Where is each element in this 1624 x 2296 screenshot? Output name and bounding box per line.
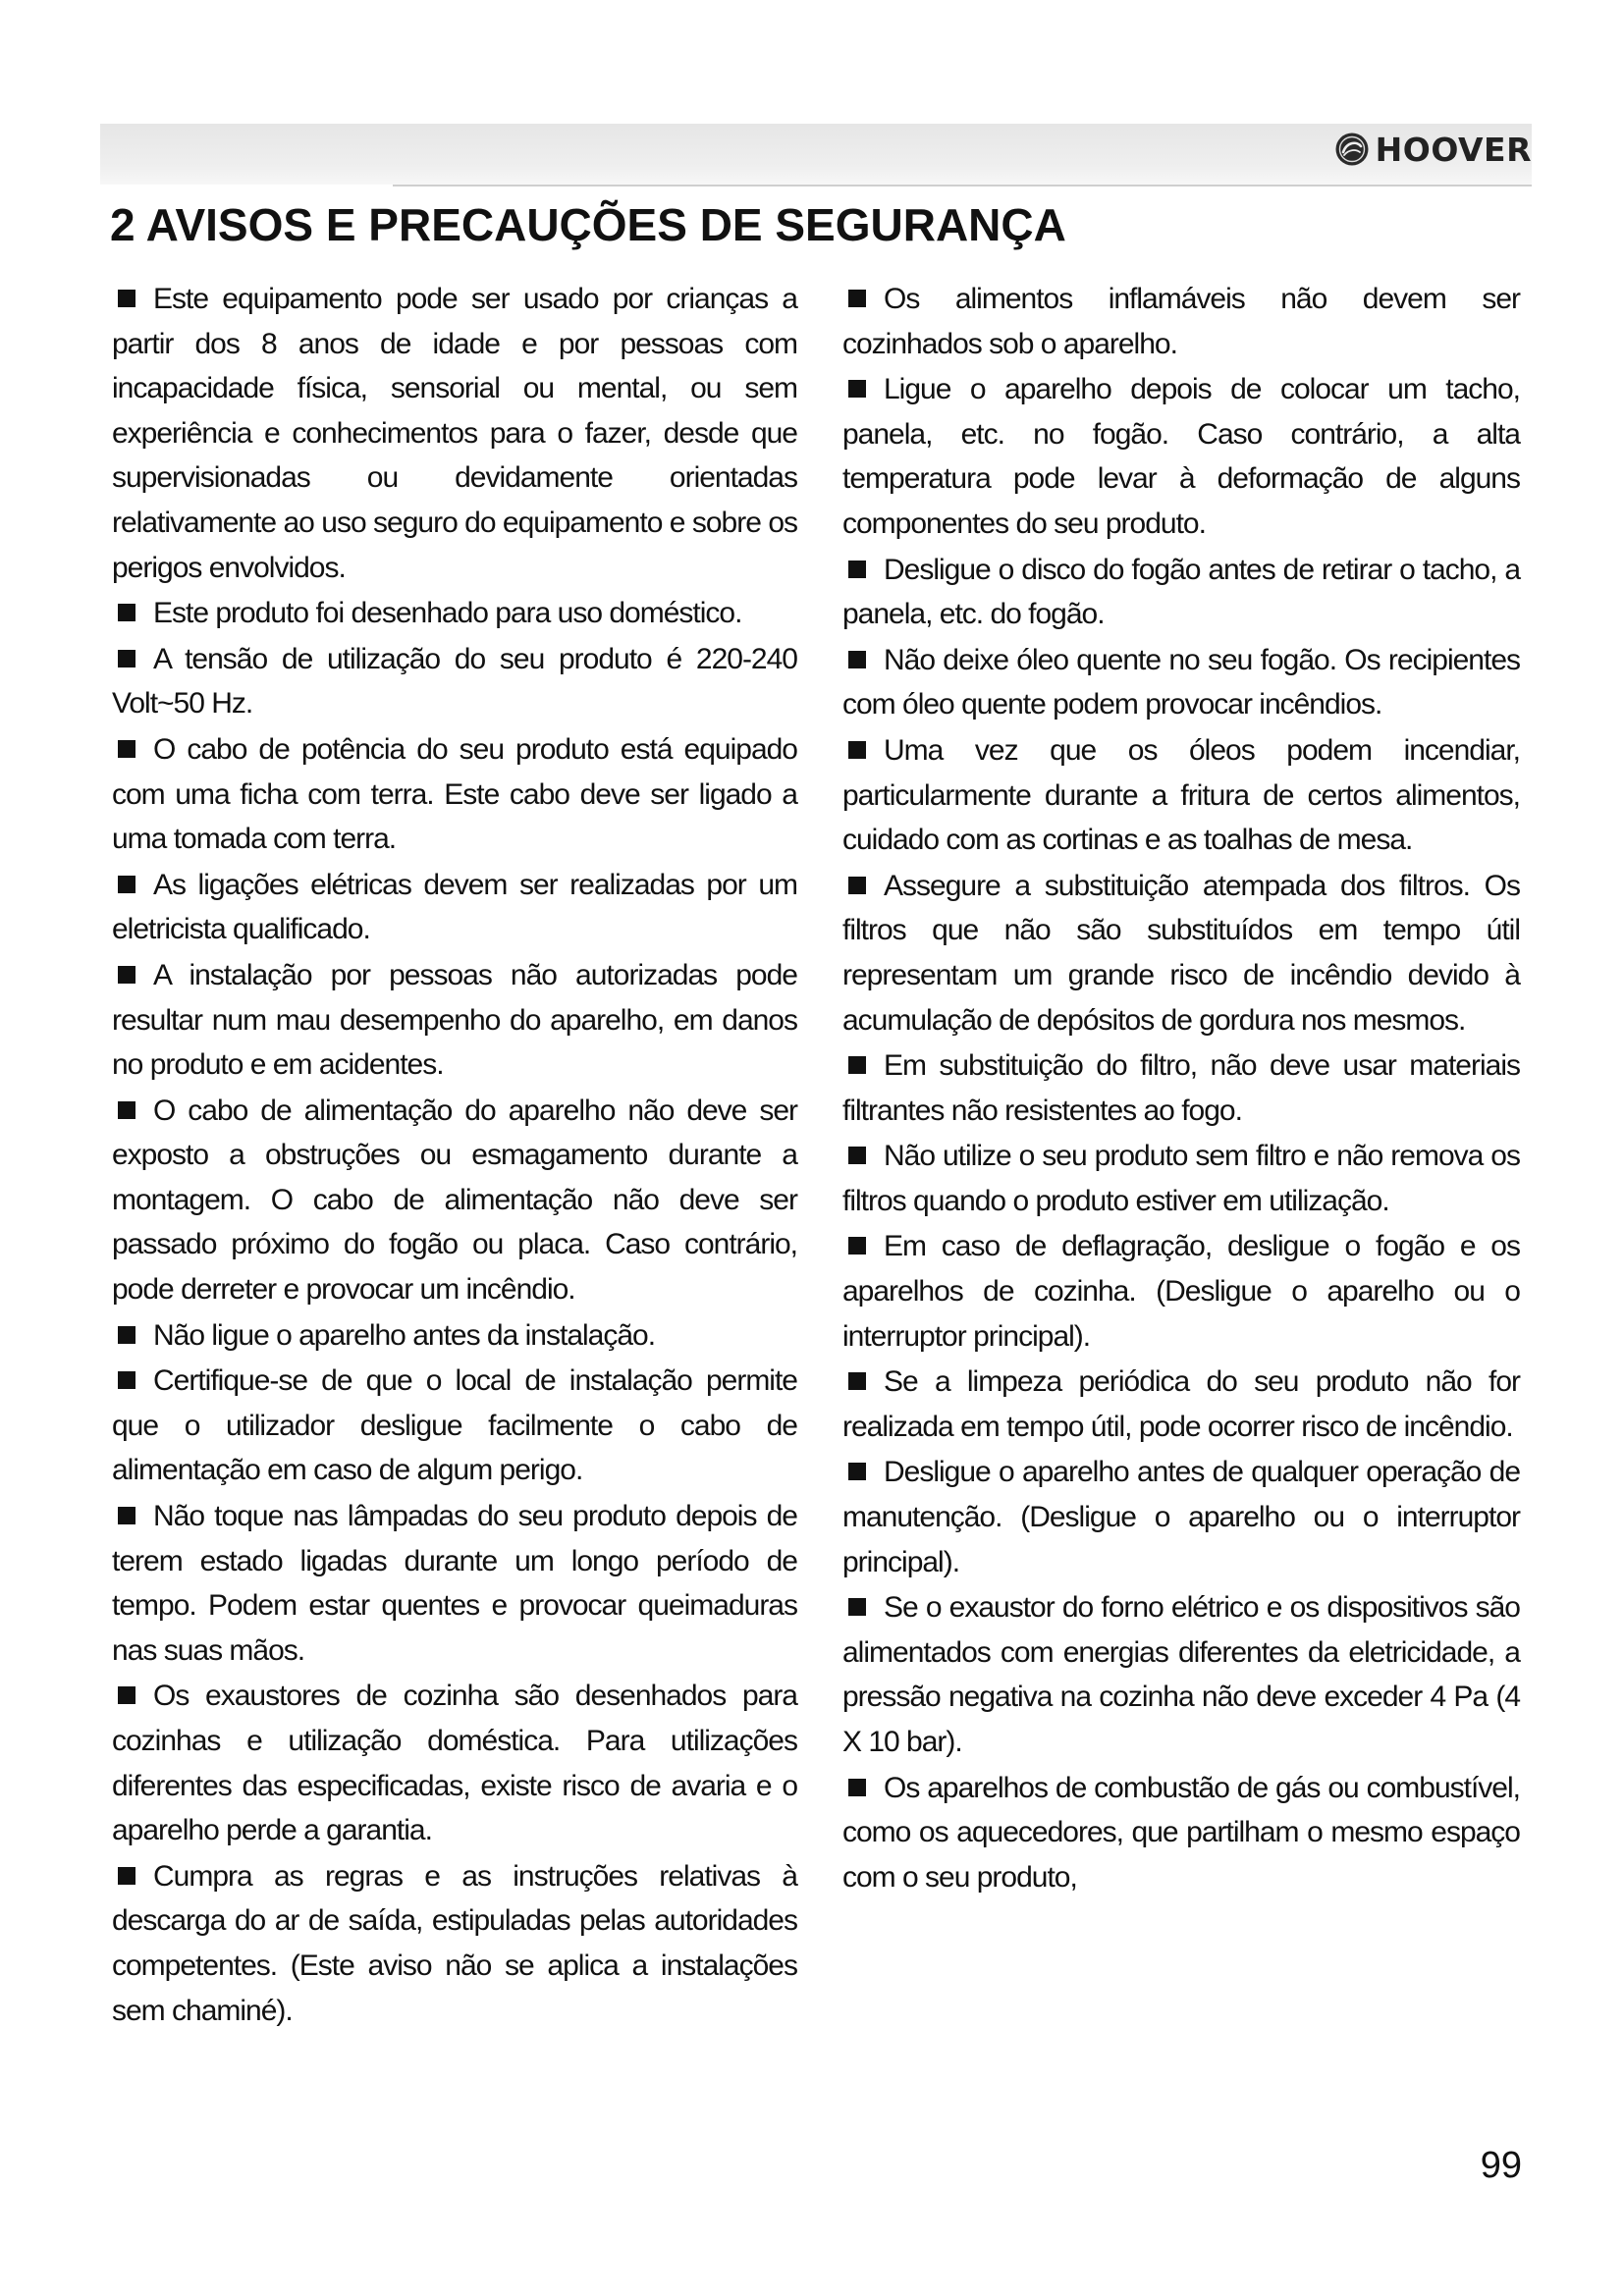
square-bullet-icon [848,1598,866,1616]
square-bullet-icon [848,1463,866,1480]
warning-text: Desligue o aparelho antes de qualquer operação de manutenção. (Desligue o aparelho ou o interruptor principal). [842,1456,1520,1578]
warning-item [112,1089,797,1312]
square-bullet-icon [848,1779,866,1796]
right-column [842,277,1520,1900]
square-bullet-icon [848,1237,866,1255]
warning-text: Certifique-se de que o local de instalação permite que o utilizador desligue facilmente o cabo de alimentação em caso de algum perigo. [112,1364,797,1487]
square-bullet-icon [848,741,866,759]
square-bullet-icon [848,561,866,578]
warning-item [112,1494,797,1673]
warning-text: Em caso de deflagração, desligue o fogão e os aparelhos de cozinha. (Desligue o aparelho ou o interruptor principal). [842,1230,1520,1353]
warning-text: Os alimentos inflamáveis não devem ser cozinhados sob o aparelho. [842,283,1520,360]
warning-text: Se a limpeza periódica do seu produto não for realizada em tempo útil, pode ocorrer risco de incêndio. [842,1365,1520,1443]
square-bullet-icon [118,1326,135,1344]
warning-item [112,591,797,636]
warning-text: Este equipamento pode ser usado por crianças a partir dos 8 anos de idade e por pessoas com incapacidade física, sensorial ou mental, ou sem experiência e conhecimentos para o fazer, desde que supervisionadas ou devidamente orientadas relativamente ao uso seguro do equipamento e sobre os perigos envolvidos. [112,283,797,584]
warning-text: Desligue o disco do fogão antes de retirar o tacho, a panela, etc. do fogão. [842,553,1520,631]
warning-text: Os aparelhos de combustão de gás ou combustível, como os aquecedores, que partilham o mesmo espaço com o seu produto, [842,1771,1520,1894]
square-bullet-icon [848,290,866,307]
warning-item [112,277,797,590]
square-bullet-icon [848,651,866,668]
warning-text: A tensão de utilização do seu produto é 220-240 Volt~50 Hz. [112,642,797,721]
square-bullet-icon [118,1867,135,1885]
square-bullet-icon [848,1056,866,1074]
warning-text: Assegure a substituição atempada dos filtros. Os filtros que não são substituídos em tempo útil representam um grande risco de incêndio devido à acumulação de depósitos de gordura nos mesmos. [842,869,1520,1037]
brand-header [1334,130,1532,169]
warning-text: Ligue o aparelho depois de colocar um tacho, panela, etc. no fogão. Caso contrário, a alta temperatura pode levar à deformação de alguns componentes do seu produto. [842,373,1520,540]
square-bullet-icon [118,876,135,893]
warning-item [842,864,1520,1042]
warning-item [842,548,1520,637]
warning-text: Se o exaustor do forno elétrico e os dispositivos são alimentados com energias diferentes da eletricidade, a pressão negativa na cozinha não deve exceder 4 Pa (4 X 10 bar). [842,1591,1520,1758]
square-bullet-icon [118,966,135,984]
square-bullet-icon [118,1101,135,1119]
square-bullet-icon [118,740,135,758]
warning-text: Não deixe óleo quente no seu fogão. Os recipientes com óleo quente podem provocar incêndios. [842,643,1520,721]
page-number: 99 [1480,2145,1522,2186]
warning-text: O cabo de potência do seu produto está equipado com uma ficha com terra. Este cabo deve ser ligado a uma tomada com terra. [112,732,797,856]
square-bullet-icon [848,380,866,398]
warning-item [112,1854,797,2033]
square-bullet-icon [848,1372,866,1390]
warning-item [112,637,797,726]
warning-item [112,727,797,862]
warning-text: As ligações elétricas devem ser realizadas por um eletricista qualificado. [112,868,797,946]
square-bullet-icon [848,877,866,894]
warning-item [842,1360,1520,1449]
warning-item [842,1766,1520,1900]
warning-item [112,863,797,952]
warning-item [842,1043,1520,1133]
hoover-logo-icon [1334,132,1370,167]
warning-text: Os exaustores de cozinha são desenhados para cozinhas e utilização doméstica. Para utilizações diferentes das especificadas, existe risco de avaria e o aparelho perde a garantia. [112,1680,797,1847]
warning-item [842,728,1520,863]
warning-item [842,1224,1520,1359]
header-band [100,124,1532,185]
square-bullet-icon [118,1686,135,1704]
warning-text: Uma vez que os óleos podem incendiar, particularmente durante a fritura de certos alimentos, cuidado com as cortinas e as toalhas de mesa. [842,733,1520,857]
warning-item [842,1450,1520,1584]
square-bullet-icon [118,650,135,667]
warning-item [112,1359,797,1493]
warning-text: Em substituição do filtro, não deve usar materiais filtrantes não resistentes ao fogo. [842,1049,1520,1127]
warning-text: O cabo de alimentação do aparelho não deve ser exposto a obstruções ou esmagamento durante a montagem. O cabo de alimentação não deve ser passado próximo do fogão ou placa. Caso contrário, pode derreter e provocar um incêndio. [112,1094,797,1307]
warning-text: Cumpra as regras e as instruções relativas à descarga do ar de saída, estipuladas pelas autoridades competentes. (Este aviso não se aplica a instalações sem chaminé). [112,1859,797,2027]
section-title: 2 AVISOS E PRECAUÇÕES DE SEGURANÇA [110,199,1066,250]
warning-text: Este produto foi desenhado para uso doméstico. [153,597,742,630]
header-rule [393,185,1532,187]
left-column [112,277,797,2034]
warning-text: Não utilize o seu produto sem filtro e não remova os filtros quando o produto estiver em utilização. [842,1140,1520,1217]
warning-text: Não toque nas lâmpadas do seu produto depois de terem estado ligadas durante um longo período de tempo. Podem estar quentes e provocar queimaduras nas suas mãos. [112,1500,797,1667]
warning-text: Não ligue o aparelho antes da instalação. [153,1318,656,1352]
square-bullet-icon [118,1371,135,1389]
warning-item [842,367,1520,546]
warning-item [842,277,1520,366]
warning-item [112,953,797,1088]
square-bullet-icon [118,1507,135,1524]
warning-item [842,1134,1520,1223]
warning-item [112,1674,797,1852]
square-bullet-icon [118,290,135,307]
warning-item [112,1313,797,1359]
warning-item [842,1585,1520,1764]
square-bullet-icon [848,1147,866,1164]
square-bullet-icon [118,604,135,621]
brand-name: HOOVER [1375,130,1532,169]
warning-text: A instalação por pessoas não autorizadas pode resultar num mau desempenho do aparelho, em danos no produto e em acidentes. [112,958,797,1082]
warning-item [842,638,1520,727]
